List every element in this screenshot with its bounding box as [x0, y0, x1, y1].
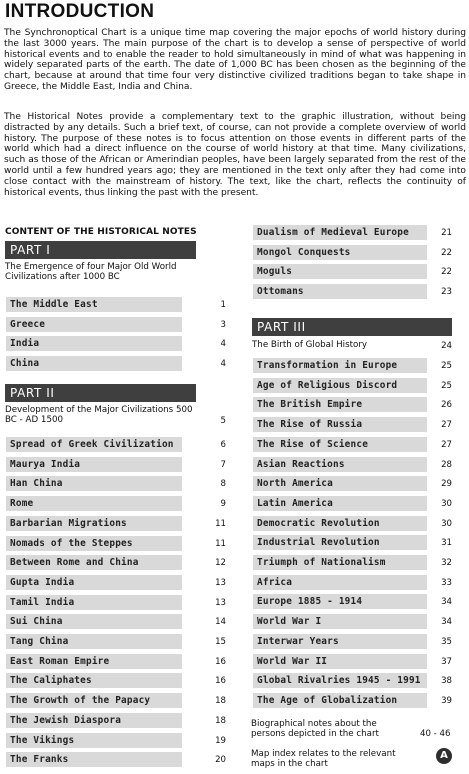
part-subtitle: The Emergence of four Major Old World Civilizations after 1000 BC [5, 262, 177, 282]
toc-entry-page: 22 [441, 267, 452, 277]
toc-entry[interactable]: Rome [6, 496, 182, 511]
toc-entry-page: 9 [220, 499, 226, 509]
page-title: INTRODUCTION [5, 1, 155, 22]
toc-entry-page: 11 [215, 519, 226, 529]
intro-paragraph: The Synchronoptical Chart is a unique time map covering the major epochs of world history during the last 3000 years. The main purpose of the chart is to develop a sense of perspective of world historical events and to enable the reader to hold simultaneously in mind of what was happening in widely separated parts of the earth. The date of 1,000 BC has been chosen as the beginning of the chart, because at around that time four very distinctive civilized traditions began to take shape in Greece, the Middle East, India and China. [4, 28, 466, 92]
part-subtitle-page: 24 [441, 341, 452, 351]
toc-entry[interactable]: Interwar Years [253, 634, 427, 649]
toc-entry[interactable]: Europe 1885 - 1914 [253, 594, 427, 609]
toc-entry[interactable]: Triumph of Nationalism [253, 555, 427, 570]
toc-entry[interactable]: Greece [6, 317, 182, 332]
part-heading: PART III [252, 318, 452, 336]
map-index-badge[interactable]: A [436, 748, 452, 764]
toc-entry-page: 1 [220, 300, 226, 310]
contents-heading: CONTENT OF THE HISTORICAL NOTES [5, 227, 197, 237]
part-subtitle: Development of the Major Civilizations 500 BC - AD 1500 [5, 405, 193, 425]
toc-entry[interactable]: Age of Religious Discord [253, 378, 427, 393]
toc-entry-page: 16 [215, 676, 226, 686]
toc-entry[interactable]: Gupta India [6, 575, 182, 590]
toc-entry[interactable]: The Jewish Diaspora [6, 713, 182, 728]
toc-entry[interactable]: Sui China [6, 614, 182, 629]
toc-entry-page: 34 [441, 597, 452, 607]
part-heading: PART I [5, 241, 196, 259]
toc-entry-page: 11 [215, 539, 226, 549]
toc-entry[interactable]: India [6, 336, 182, 351]
toc-entry[interactable]: China [6, 356, 182, 371]
toc-entry[interactable]: Moguls [253, 264, 427, 279]
toc-entry[interactable]: The Rise of Russia [253, 417, 427, 432]
toc-entry[interactable]: The Rise of Science [253, 437, 427, 452]
toc-entry[interactable]: Asian Reactions [253, 457, 427, 472]
toc-entry[interactable]: Han China [6, 476, 182, 491]
toc-entry[interactable]: The Franks [6, 752, 182, 767]
toc-entry[interactable]: The Caliphates [6, 673, 182, 688]
toc-entry[interactable]: Industrial Revolution [253, 535, 427, 550]
toc-entry[interactable]: Tamil India [6, 595, 182, 610]
intro-paragraph: The Historical Notes provide a complementary text to the graphic illustration, without being distracted by any details. Such a brief text, of course, can not provide a complete overview of world history. The purpose of these notes is to focus attention on those events in different parts of the world which had a direct influence on the course of world history at that time. Many civilizations, such as those of the African or Amerindian peoples, have been largely separated from the rest of the world until a few hundred years ago; they are mentioned in the text only after they had come into close contact with the mainstream of history. The text, like the chart, reflects the continuity of historical events, thus linking the past with the present. [4, 112, 466, 198]
toc-entry-page: 23 [441, 287, 452, 297]
toc-entry-page: 12 [215, 558, 226, 568]
toc-entry-page: 25 [441, 361, 452, 371]
part-heading: PART II [5, 384, 196, 402]
toc-entry-page: 27 [441, 440, 452, 450]
toc-entry[interactable]: Nomads of the Steppes [6, 536, 182, 551]
toc-entry[interactable]: Transformation in Europe [253, 358, 427, 373]
toc-entry-page: 38 [441, 676, 452, 686]
toc-entry-page: 28 [441, 460, 452, 470]
toc-entry-page: 20 [215, 755, 226, 765]
toc-entry[interactable]: Maurya India [6, 457, 182, 472]
toc-entry-page: 4 [220, 359, 226, 369]
toc-entry[interactable]: Ottomans [253, 284, 427, 299]
toc-entry[interactable]: Africa [253, 575, 427, 590]
toc-entry[interactable]: The Middle East [6, 297, 182, 312]
toc-entry-page: 25 [441, 381, 452, 391]
toc-entry-page: 33 [441, 578, 452, 588]
toc-entry[interactable]: The British Empire [253, 397, 427, 412]
toc-entry-page: 13 [215, 598, 226, 608]
toc-entry-page: 34 [441, 617, 452, 627]
toc-entry[interactable]: Spread of Greek Civilization [6, 437, 182, 452]
toc-entry-page: 32 [441, 558, 452, 568]
toc-entry-page: 14 [215, 617, 226, 627]
toc-entry[interactable]: Between Rome and China [6, 555, 182, 570]
toc-entry-page: 29 [441, 479, 452, 489]
toc-entry[interactable]: The Growth of the Papacy [6, 693, 182, 708]
toc-entry[interactable]: Tang China [6, 634, 182, 649]
toc-entry[interactable]: The Vikings [6, 733, 182, 748]
toc-entry-page: 30 [441, 499, 452, 509]
biographical-notes-text: Biographical notes about the persons depicted in the chart [251, 719, 379, 739]
toc-entry-page: 16 [215, 657, 226, 667]
biographical-notes-pages: 40 - 46 [420, 729, 451, 739]
toc-entry[interactable]: Dualism of Medieval Europe [253, 225, 427, 240]
toc-entry-page: 31 [441, 538, 452, 548]
toc-entry-page: 22 [441, 248, 452, 258]
toc-entry[interactable]: Barbarian Migrations [6, 516, 182, 531]
toc-entry[interactable]: The Age of Globalization [253, 693, 427, 708]
toc-entry-page: 3 [220, 320, 226, 330]
part-subtitle-page: 5 [220, 416, 226, 426]
toc-entry[interactable]: World War I [253, 614, 427, 629]
toc-entry-page: 35 [441, 637, 452, 647]
toc-entry-page: 15 [215, 637, 226, 647]
toc-entry-page: 27 [441, 420, 452, 430]
toc-entry-page: 8 [220, 479, 226, 489]
toc-entry[interactable]: Latin America [253, 496, 427, 511]
toc-entry-page: 7 [220, 460, 226, 470]
part-subtitle: The Birth of Global History [252, 340, 368, 350]
toc-entry-page: 39 [441, 696, 452, 706]
toc-entry-page: 18 [215, 696, 226, 706]
toc-entry[interactable]: Mongol Conquests [253, 245, 427, 260]
toc-entry[interactable]: East Roman Empire [6, 654, 182, 669]
toc-entry-page: 21 [441, 228, 452, 238]
toc-entry-page: 18 [215, 716, 226, 726]
toc-entry-page: 13 [215, 578, 226, 588]
toc-entry[interactable]: Democratic Revolution [253, 516, 427, 531]
toc-entry-page: 26 [441, 400, 452, 410]
map-index-text: Map index relates to the relevant maps in the chart [251, 749, 396, 769]
toc-entry[interactable]: North America [253, 476, 427, 491]
toc-entry-page: 37 [441, 657, 452, 667]
toc-entry-page: 19 [215, 736, 226, 746]
toc-entry-page: 30 [441, 519, 452, 529]
toc-entry[interactable]: Global Rivalries 1945 - 1991 [253, 673, 427, 688]
toc-entry-page: 6 [220, 440, 226, 450]
toc-entry[interactable]: World War II [253, 654, 427, 669]
toc-entry-page: 4 [220, 339, 226, 349]
